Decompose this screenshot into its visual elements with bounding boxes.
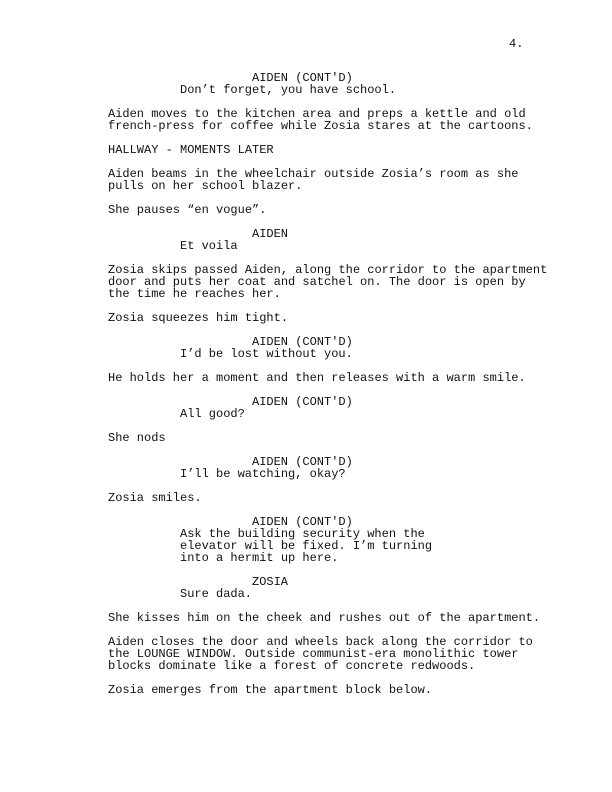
- action-line: She kisses him on the cheek and rushes out of the apartment.: [108, 611, 541, 625]
- action-line: door and puts her coat and satchel on. The door is open by: [108, 275, 526, 289]
- action-line: Zosia skips passed Aiden, along the corridor to the apartment: [108, 263, 548, 277]
- character-line: AIDEN (CONT'D): [252, 335, 353, 349]
- heading-line: HALLWAY - MOMENTS LATER: [108, 143, 274, 157]
- dialogue-line: Et voila: [180, 239, 238, 253]
- action-line: Aiden beams in the wheelchair outside Zosia’s room as she: [108, 167, 519, 181]
- action-line: She nods: [108, 431, 166, 445]
- page-number: 4.: [509, 37, 524, 51]
- dialogue-line: Sure dada.: [180, 587, 253, 601]
- dialogue-line: Don’t forget, you have school.: [180, 83, 397, 97]
- action-line: pulls on her school blazer.: [108, 179, 303, 193]
- action-line: the time he reaches her.: [108, 287, 281, 301]
- dialogue-line: elevator will be fixed. I’m turning: [180, 539, 433, 553]
- action-line: He holds her a moment and then releases with a warm smile.: [108, 371, 526, 385]
- character-line: ZOSIA: [252, 575, 289, 589]
- character-line: AIDEN (CONT'D): [252, 395, 353, 409]
- dialogue-line: All good?: [180, 407, 245, 421]
- character-line: AIDEN (CONT'D): [252, 455, 353, 469]
- action-line: the LOUNGE WINDOW. Outside communist-era monolithic tower: [108, 647, 519, 661]
- action-line: She pauses “en vogue”.: [108, 203, 267, 217]
- action-line: Zosia emerges from the apartment block below.: [108, 683, 433, 697]
- character-line: AIDEN: [252, 227, 289, 241]
- action-line: Aiden closes the door and wheels back along the corridor to: [108, 635, 533, 649]
- dialogue-line: I’ll be watching, okay?: [180, 467, 346, 481]
- dialogue-line: I’d be lost without you.: [180, 347, 353, 361]
- character-line: AIDEN (CONT'D): [252, 71, 353, 85]
- character-line: AIDEN (CONT'D): [252, 515, 353, 529]
- action-line: Zosia squeezes him tight.: [108, 311, 289, 325]
- dialogue-line: into a hermit up here.: [180, 551, 339, 565]
- action-line: french-press for coffee while Zosia stares at the cartoons.: [108, 119, 533, 133]
- action-line: Zosia smiles.: [108, 491, 202, 505]
- dialogue-line: Ask the building security when the: [180, 527, 425, 541]
- action-line: Aiden moves to the kitchen area and preps a kettle and old: [108, 107, 526, 121]
- action-line: blocks dominate like a forest of concrete redwoods.: [108, 659, 476, 673]
